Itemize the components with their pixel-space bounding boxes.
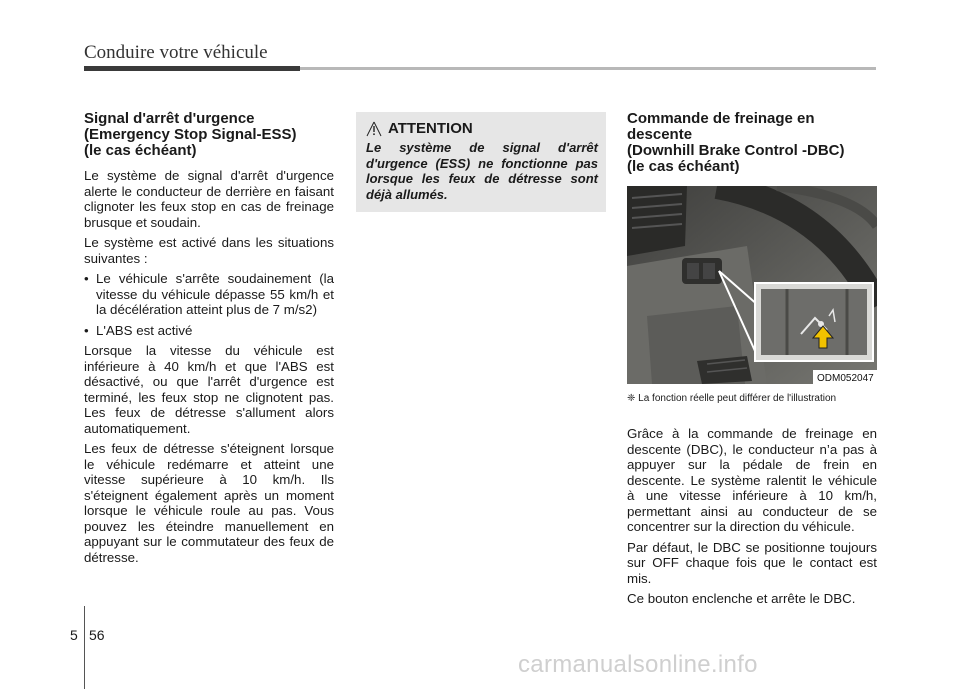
list-item (84, 323, 334, 339)
dbc-illustration (627, 186, 877, 384)
left-column (84, 111, 334, 570)
ess-paragraph-3: Lorsque la vitesse du véhicule est inférieure à 40 km/h et que l'ABS est désactivé, ou que l'arrêt d'urgence est terminé, les feux stop ne clignotent pas. Les feux de détresse s'allument alors automatiquement. (84, 343, 334, 436)
dbc-heading: Commande de freinage en descente (Downhill Brake Control -DBC) (le cas échéant) (627, 110, 845, 175)
ess-paragraph-4: Les feux de détresse s'éteignent lorsque le véhicule redémarre et atteint une vitesse supérieure à 10 km/h. Ils s'éteignent également après un moment lorsque le véhicule roule au pas. Vous pouvez les éteindre manuellement en appuyant sur le commutateur des feux de détresse. (84, 441, 334, 565)
header-rule-dark (84, 66, 300, 71)
bullet-text: L'ABS est activé (96, 322, 193, 338)
bullet-icon: • (84, 322, 89, 338)
ess-paragraph-2: Le système est activé dans les situations suivantes : (84, 235, 334, 266)
page-header-title: Conduire votre véhicule (84, 42, 268, 63)
attention-text: Le système de signal d'arrêt d'urgence (ESS) ne fonctionne pas lorsque les feux de détresse sont déjà allumés. (366, 140, 598, 202)
dbc-paragraph-3: Ce bouton enclenche et arrête le DBC. (627, 591, 856, 606)
ess-heading: Signal d'arrêt d'urgence (Emergency Stop Signal-ESS) (le cas échéant) (84, 110, 297, 159)
figure-code: ODM052047 (817, 373, 874, 384)
dbc-paragraph-1: Grâce à la commande de freinage en descente (DBC), le conducteur n’a pas à appuyer sur la pédale de frein en descente. Le système ralentit le véhicule à une vitesse inférieure à 10 km/h, permettant ainsi au conducteur de se concentrer sur la direction du véhicule. (627, 426, 877, 534)
attention-title: ATTENTION (388, 120, 473, 137)
footer-divider (84, 606, 85, 689)
header-rule-light (300, 67, 876, 70)
page-number: 56 (89, 627, 105, 643)
list-item (84, 271, 334, 318)
bullet-icon: • (84, 271, 89, 286)
right-column-heading-block (627, 111, 877, 184)
bullet-text: Le véhicule s'arrête soudainement (la vitesse du véhicule dépasse 55 km/h et la décélération atteint plus de 7 m/s2) (96, 271, 334, 317)
figure-caption: ❈ La fonction réelle peut différer de l'illustration (627, 393, 837, 404)
ess-paragraph-1: Le système de signal d'arrêt d'urgence alerte le conducteur de derrière en faisant clignoter les feux stop en cas de freinage brusque et soudain. (84, 168, 334, 230)
dbc-paragraph-2: Par défaut, le DBC se positionne toujours sur OFF chaque fois que le contact est mis. (627, 539, 877, 586)
dashboard-image (627, 186, 877, 384)
warning-icon (366, 121, 382, 137)
watermark: carmanualsonline.info (518, 651, 758, 678)
right-column-body (627, 426, 877, 612)
chapter-number: 5 (70, 627, 78, 643)
attention-box (356, 112, 606, 212)
